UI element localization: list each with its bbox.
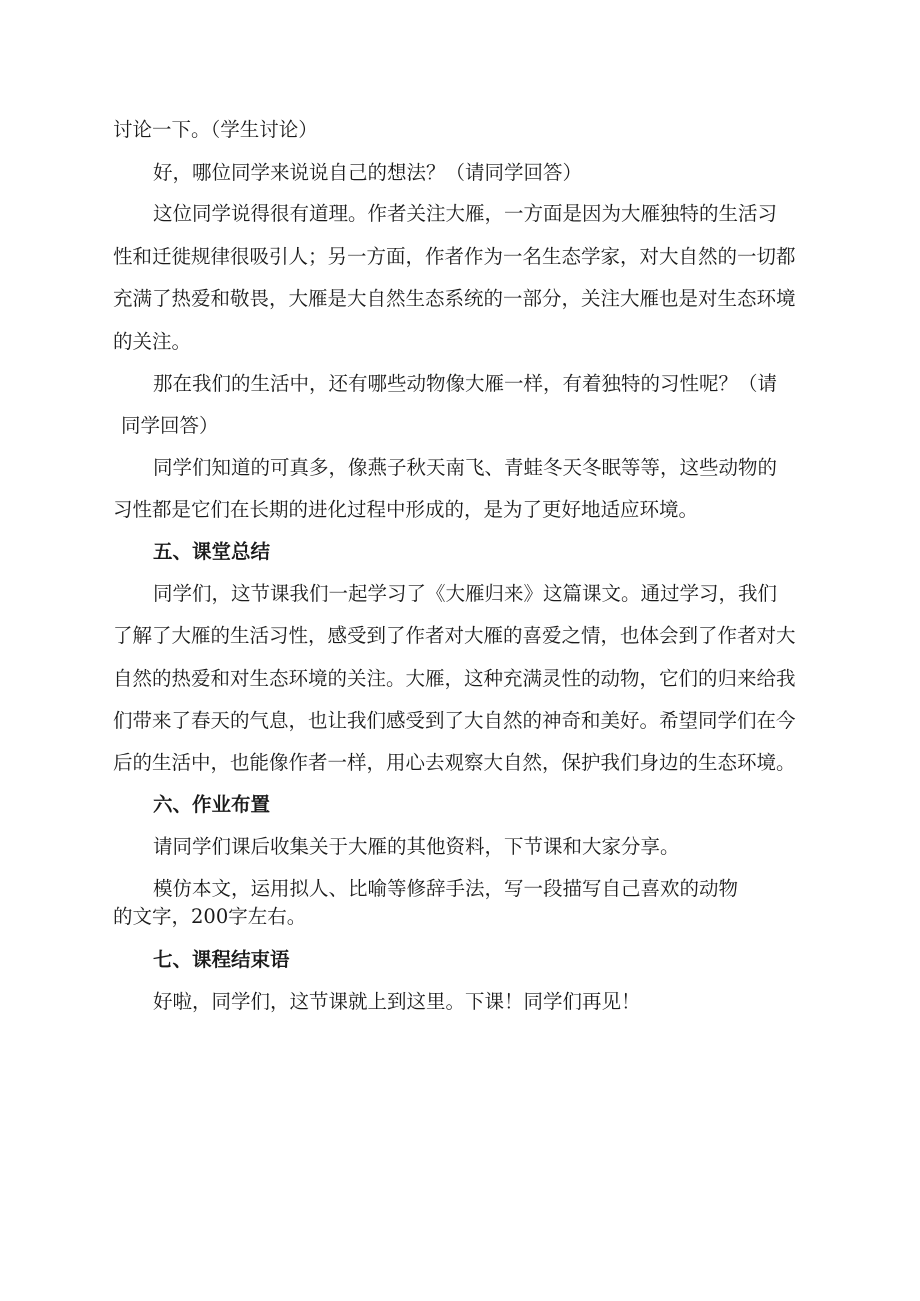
paragraph-line: 后的生活中，也能像作者一样，用心去观察大自然，保护我们身边的生态环境。 bbox=[113, 751, 796, 774]
paragraph-line: 充满了热爱和敬畏，大雁是大自然生态系统的一部分，关注大雁也是对生态环境 bbox=[113, 287, 796, 310]
paragraph-line: 那在我们的生活中，还有哪些动物像大雁一样，有着独特的习性呢？（请 bbox=[153, 372, 778, 395]
paragraph-line: 自然的热爱和对生态环境的关注。大雁，这种充满灵性的动物，它们的归来给我 bbox=[113, 667, 796, 690]
section-heading: 五、课堂总结 bbox=[153, 540, 271, 563]
paragraph-line: 的关注。 bbox=[113, 330, 192, 353]
paragraph-line: 同学回答） bbox=[121, 414, 219, 437]
paragraph-line: 性和迁徙规律很吸引人；另一方面，作者作为一名生态学家，对大自然的一切都 bbox=[113, 245, 796, 268]
section-heading: 七、课程结束语 bbox=[153, 948, 290, 971]
paragraph-line: 们带来了春天的气息，也让我们感受到了大自然的神奇和美好。希望同学们在今 bbox=[113, 709, 796, 732]
paragraph-line: 习性都是它们在长期的进化过程中形成的，是为了更好地适应环境。 bbox=[113, 498, 699, 521]
paragraph-line: 好啦，同学们，这节课就上到这里。下课！同学们再见！ bbox=[153, 990, 641, 1013]
paragraph-line: 的文字，200字左右。 bbox=[113, 905, 307, 928]
paragraph-line: 同学们知道的可真多，像燕子秋天南飞、青蛙冬天冬眠等等，这些动物的 bbox=[153, 456, 778, 479]
paragraph-line: 了解了大雁的生活习性，感受到了作者对大雁的喜爱之情，也体会到了作者对大 bbox=[113, 624, 796, 647]
paragraph-line: 请同学们课后收集关于大雁的其他资料，下节课和大家分享。 bbox=[153, 835, 680, 858]
section-heading: 六、作业布置 bbox=[153, 793, 271, 816]
paragraph-line: 这位同学说得很有道理。作者关注大雁，一方面是因为大雁独特的生活习 bbox=[153, 202, 778, 225]
paragraph-line: 好，哪位同学来说说自己的想法？（请同学回答） bbox=[153, 161, 583, 184]
paragraph-line: 同学们，这节课我们一起学习了《大雁归来》这篇课文。通过学习，我们 bbox=[153, 582, 778, 605]
paragraph-line: 讨论一下。（学生讨论） bbox=[113, 118, 318, 141]
paragraph-line: 模仿本文，运用拟人、比喻等修辞手法，写一段描写自己喜欢的动物 bbox=[153, 877, 739, 900]
